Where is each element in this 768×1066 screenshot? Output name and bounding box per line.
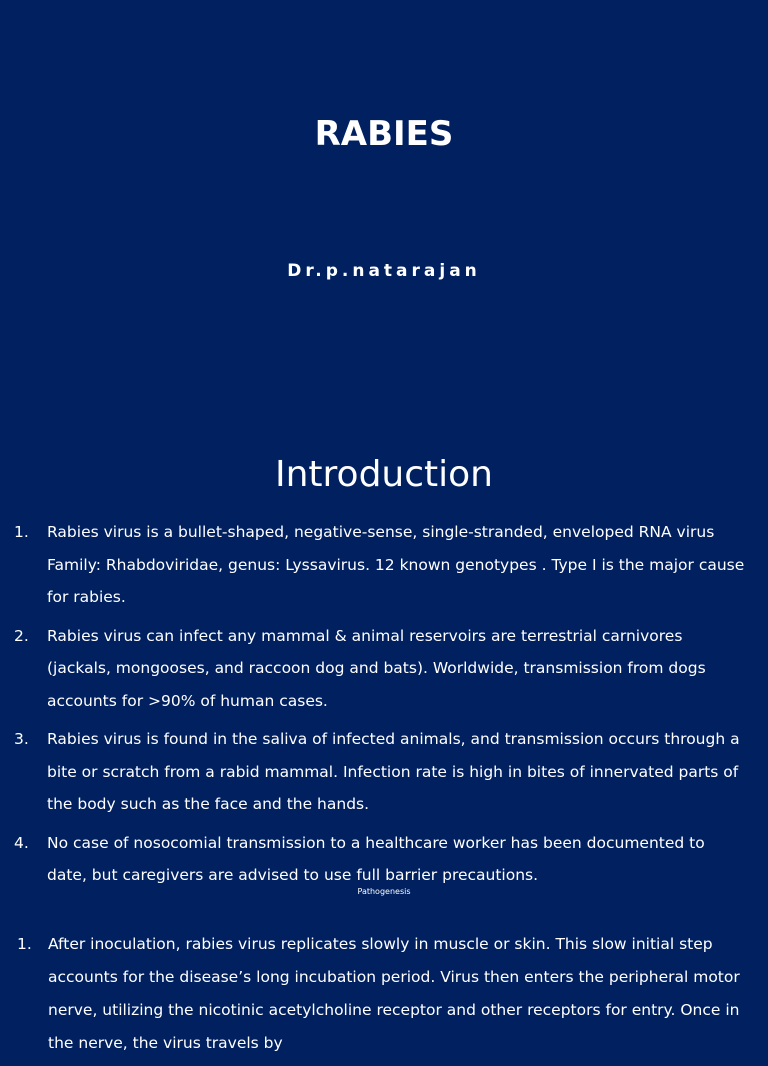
pathogenesis-heading: Pathogenesis — [357, 887, 411, 896]
document-title: RABIES — [314, 114, 454, 154]
list-item — [0, 620, 768, 718]
list-item-text: Rabies virus can infect any mammal & animal reservoirs are terrestrial carnivores (jackals, mongooses, and raccoon dog and bats). Worldwide, transmission from dogs accounts for >90% of human cases. — [47, 626, 706, 710]
list-item-number: 2. — [14, 626, 29, 645]
list-item-number: 3. — [14, 730, 29, 748]
author-name: Dr.p.natarajan — [287, 261, 481, 281]
introduction-heading: Introduction — [274, 454, 493, 495]
list-item-number: 4. — [14, 833, 29, 852]
list-item — [0, 827, 768, 892]
pathogenesis-list — [0, 928, 768, 1066]
list-item — [0, 723, 768, 821]
list-item-text: Rabies virus is a bullet-shaped, negative-sense, single-stranded, enveloped RNA virus Family: Rhabdoviridae, genus: Lyssavirus. 12 known genotypes . Type I is the major cause for rabies. — [47, 523, 745, 606]
list-item — [0, 928, 768, 1060]
introduction-list — [0, 516, 768, 898]
list-item-text: No case of nosocomial transmission to a healthcare worker has been documented to date, but caregivers are advised to use full barrier precautions. — [47, 833, 705, 884]
list-item-text: After inoculation, rabies virus replicates slowly in muscle or skin. This slow initial step accounts for the disease’s long incubation period. Virus then enters the peripheral motor nerve, utilizing the nicotinic acetylcholine receptor and other receptors for entry. Once in the nerve, the virus travels by — [48, 935, 740, 1052]
list-item-text: Rabies virus is found in the saliva of infected animals, and transmission occurs through a bite or scratch from a rabid mammal. Infection rate is high in bites of innervated parts of the body such as the face and the hands. — [47, 730, 740, 813]
list-item-number: 1. — [14, 523, 29, 541]
list-item-number: 1. — [17, 935, 32, 953]
list-item — [0, 516, 768, 614]
